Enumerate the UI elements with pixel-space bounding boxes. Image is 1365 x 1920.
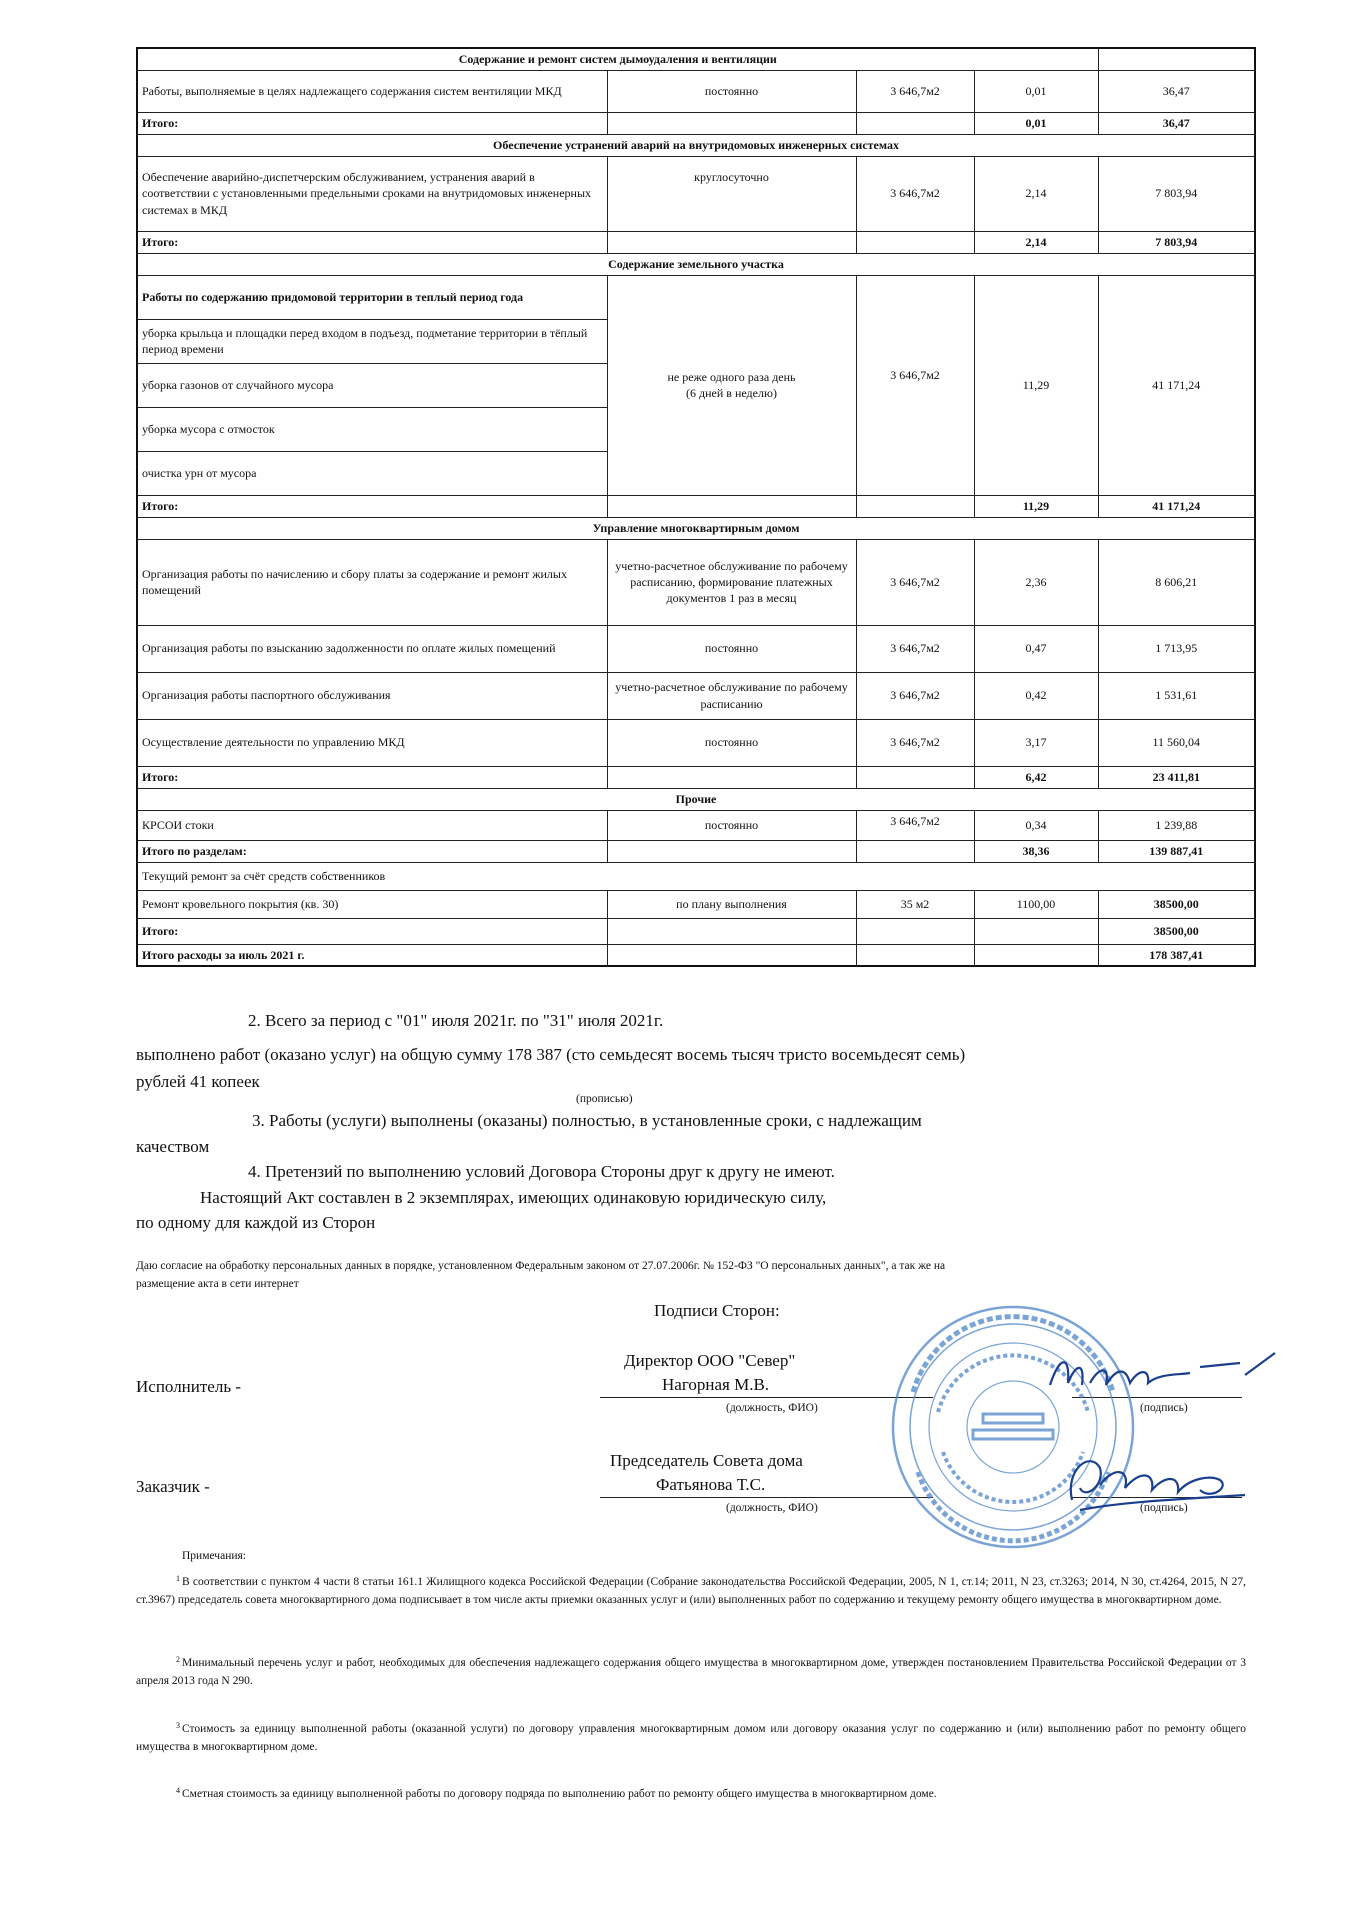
work-name: Организация работы по начислению и сбору платы за содержание и ремонт жилых помещений: [137, 539, 607, 625]
rate: 0,42: [974, 672, 1098, 719]
table-row: [137, 156, 1255, 231]
periodicity: учетно-расчетное обслуживание по рабочему расписанию, формирование платежных документов 1 раз в месяц: [607, 539, 856, 625]
work-name: Организация работы по взысканию задолженности по оплате жилых помещений: [137, 625, 607, 672]
work-name: уборка мусора с отмосток: [137, 407, 607, 451]
paragraph-2-line-2: выполнено работ (оказано услуг) на общую сумму 178 387 (сто семьдесят восемь тысяч тристо восемьдесят семь): [136, 1045, 966, 1064]
area: 3 646,7м2: [856, 672, 974, 719]
rate: 3,17: [974, 719, 1098, 766]
paragraph-4: 4. Претензий по выполнению условий Договора Стороны друг к другу не имеют.: [248, 1162, 835, 1181]
work-name: Работы, выполняемые в целях надлежащего содержания систем вентиляции МКД: [137, 70, 607, 112]
area: 3 646,7м2: [856, 810, 974, 840]
section-title: Содержание земельного участка: [137, 253, 1255, 275]
repair-section-title: Текущий ремонт за счёт средств собственников: [137, 862, 1255, 890]
work-name: Осуществление деятельности по управлению МКД: [137, 719, 607, 766]
cost: 1 531,61: [1098, 672, 1255, 719]
table-row: [137, 625, 1255, 672]
periodicity: постоянно: [607, 70, 856, 112]
consent-text: [136, 1257, 1256, 1293]
subtotal-label: Итого:: [137, 766, 607, 788]
subtotal-label: Итого:: [137, 495, 607, 517]
executor-signature-icon: [1040, 1345, 1280, 1405]
section-header-row: [137, 517, 1255, 539]
executor-label: Исполнитель -: [136, 1377, 241, 1396]
area: 3 646,7м2: [856, 625, 974, 672]
cost: 1 239,88: [1098, 810, 1255, 840]
periodicity: круглосуточно: [607, 156, 856, 231]
area: 3 646,7м2: [856, 539, 974, 625]
services-table: [136, 47, 1256, 967]
cost: 1 713,95: [1098, 625, 1255, 672]
subtotal-label: Итого:: [137, 112, 607, 134]
customer-name-line: [600, 1497, 933, 1498]
grand-total-row: [137, 944, 1255, 966]
area: 3 646,7м2: [856, 156, 974, 231]
consent-line-2: размещение акта в сети интернет: [136, 1278, 299, 1290]
cost: 7 803,94: [1098, 156, 1255, 231]
grand-total-label: Итого расходы за июль 2021 г.: [137, 944, 607, 966]
total-by-sections-rate: 38,36: [974, 840, 1098, 862]
work-name: очистка урн от мусора: [137, 451, 607, 495]
area: 3 646,7м2: [856, 275, 974, 495]
section-header-row: [137, 788, 1255, 810]
total-by-sections-cost: 139 887,41: [1098, 840, 1255, 862]
subtotal-row: [137, 231, 1255, 253]
executor-name: Нагорная М.В.: [662, 1375, 770, 1394]
paragraph-3-line-2: качеством: [136, 1137, 210, 1156]
cost: 8 606,21: [1098, 539, 1255, 625]
subtotal-rate: 11,29: [974, 495, 1098, 517]
work-name: Работы по содержанию придомовой территории в теплый период года: [137, 275, 607, 319]
note-4: $^4$ Сметная стоимость за единицу выполненной работы по договору подряда по выполнению работ по ремонту общего имущества в многоквартирном доме.: [176, 1786, 937, 1800]
work-name: КРСОИ стоки: [137, 810, 607, 840]
section-header-row: [137, 253, 1255, 275]
cost: 36,47: [1098, 70, 1255, 112]
subtotal-label: Итого:: [137, 918, 607, 944]
cost: 38500,00: [1098, 890, 1255, 918]
notes-heading: Примечания:: [182, 1550, 246, 1562]
executor-name-line: [600, 1397, 933, 1398]
paragraph-5-line-1: Настоящий Акт составлен в 2 экземплярах, имеющих одинаковую юридическую силу,: [200, 1188, 827, 1207]
note-3: $^3$ Стоимость за единицу выполненной работы (оказанной услуги) по договору управления многоквартирным домом или договору оказания услуг по содержанию и (или) выполнению работ по ремонту общего имущества в многоквартирном доме.: [136, 1721, 1246, 1753]
area: 35 м2: [856, 890, 974, 918]
executor-signature-caption: (подпись): [1140, 1402, 1188, 1414]
periodicity-line-2: (6 дней в неделю): [686, 386, 777, 400]
work-name: уборка газонов от случайного мусора: [137, 363, 607, 407]
periodicity-line-1: не реже одного раза день: [667, 369, 796, 384]
section-header-row: [137, 48, 1255, 70]
subtotal-cost: 23 411,81: [1098, 766, 1255, 788]
periodicity: постоянно: [607, 719, 856, 766]
table-row: [137, 719, 1255, 766]
periodicity: [607, 275, 856, 495]
subtotal-row: [137, 112, 1255, 134]
table-row: [137, 539, 1255, 625]
customer-label: Заказчик -: [136, 1477, 210, 1496]
rate: 1100,00: [974, 890, 1098, 918]
subtotal-row: [137, 766, 1255, 788]
paragraph-5-line-2: по одному для каждой из Сторон: [136, 1213, 376, 1232]
subtotal-label: Итого:: [137, 231, 607, 253]
periodicity: по плану выполнения: [607, 890, 856, 918]
subtotal-row: [137, 495, 1255, 517]
section-title: Управление многоквартирным домом: [137, 517, 1255, 539]
customer-signature-caption: (подпись): [1140, 1502, 1188, 1514]
customer-position: Председатель Совета дома: [610, 1451, 803, 1470]
signatures-heading: Подписи Сторон:: [654, 1301, 780, 1320]
paragraph-2-line-1: 2. Всего за период с "01" июля 2021г. по "31" июля 2021г.: [248, 1011, 664, 1030]
subtotal-rate: 2,14: [974, 231, 1098, 253]
work-name: уборка крыльца и площадки перед входом в подъезд, подметание территории в тёплый период времени: [137, 319, 607, 363]
subtotal-rate: 6,42: [974, 766, 1098, 788]
subtotal-cost: 36,47: [1098, 112, 1255, 134]
area: 3 646,7м2: [856, 719, 974, 766]
table-row: [137, 70, 1255, 112]
section-title: Обеспечение устранений аварий на внутридомовых инженерных системах: [137, 134, 1255, 156]
subtotal-cost: 41 171,24: [1098, 495, 1255, 517]
rate: 2,36: [974, 539, 1098, 625]
subtotal-cost: 7 803,94: [1098, 231, 1255, 253]
rate: 0,34: [974, 810, 1098, 840]
customer-position-caption: (должность, ФИО): [726, 1502, 818, 1514]
rate: 11,29: [974, 275, 1098, 495]
cost: 41 171,24: [1098, 275, 1255, 495]
note-1: $^1$ В соответствии с пунктом 4 части 8 статьи 161.1 Жилищного кодекса Российской Федерации (Собрание законодательства Российской Федерации, 2005, N 1, ст.14; 2011, N 23, ст.3263; 2014, N 30, ст.4264, 2015, N 27, ст.3967) председатель совета многоквартирного дома подписывает в том числе акты приемки оказанных услуг и (или) выполненных работ по содержанию и текущему ремонту общего имущества в многоквартирном доме.: [136, 1574, 1246, 1606]
table-row: [137, 672, 1255, 719]
table-row: [137, 275, 1255, 319]
grand-total-cost: 178 387,41: [1098, 944, 1255, 966]
rate: 0,01: [974, 70, 1098, 112]
section-title: Содержание и ремонт систем дымоудаления и вентиляции: [137, 48, 1098, 70]
in-words-caption: (прописью): [576, 1093, 633, 1105]
work-name: Организация работы паспортного обслуживания: [137, 672, 607, 719]
area: 3 646,7м2: [856, 70, 974, 112]
periodicity: постоянно: [607, 625, 856, 672]
periodicity: постоянно: [607, 810, 856, 840]
consent-line-1: Даю согласие на обработку персональных данных в порядке, установленном Федеральным законом от 27.07.2006г. № 152-ФЗ "О персональных данных", а так же на: [136, 1260, 946, 1272]
rate: 2,14: [974, 156, 1098, 231]
section-header-row: [137, 134, 1255, 156]
customer-signature-icon: [1060, 1440, 1260, 1520]
work-name: Ремонт кровельного покрытия (кв. 30): [137, 890, 607, 918]
total-by-sections-row: [137, 840, 1255, 862]
subtotal-cost: 38500,00: [1098, 918, 1255, 944]
repair-header-row: [137, 862, 1255, 890]
table-row: [137, 890, 1255, 918]
table-row: [137, 810, 1255, 840]
executor-position-caption: (должность, ФИО): [726, 1402, 818, 1414]
section-title: Прочие: [137, 788, 1255, 810]
cost: 11 560,04: [1098, 719, 1255, 766]
subtotal-rate: 0,01: [974, 112, 1098, 134]
work-name: Обеспечение аварийно-диспетчерским обслуживанием, устранения аварий в соответствии с установленными предельными сроками на внутридомовых инженерных системах в МКД: [137, 156, 607, 231]
note-2: $^2$ Минимальный перечень услуг и работ, необходимых для обеспечения надлежащего содержания общего имущества в многоквартирном доме, утвержден постановлением Правительства Российской Федерации от 3 апреля 2013 года N 290.: [136, 1655, 1246, 1687]
customer-name: Фатьянова Т.С.: [656, 1475, 766, 1494]
subtotal-row: [137, 918, 1255, 944]
paragraph-2-line-3: рублей 41 копеек: [136, 1072, 260, 1091]
executor-position: Директор ООО "Север": [624, 1351, 796, 1370]
total-by-sections-label: Итого по разделам:: [137, 840, 607, 862]
paragraph-3-line-1: 3. Работы (услуги) выполнены (оказаны) полностью, в установленные сроки, с надлежащим: [252, 1111, 922, 1130]
periodicity: учетно-расчетное обслуживание по рабочему расписанию: [607, 672, 856, 719]
rate: 0,47: [974, 625, 1098, 672]
